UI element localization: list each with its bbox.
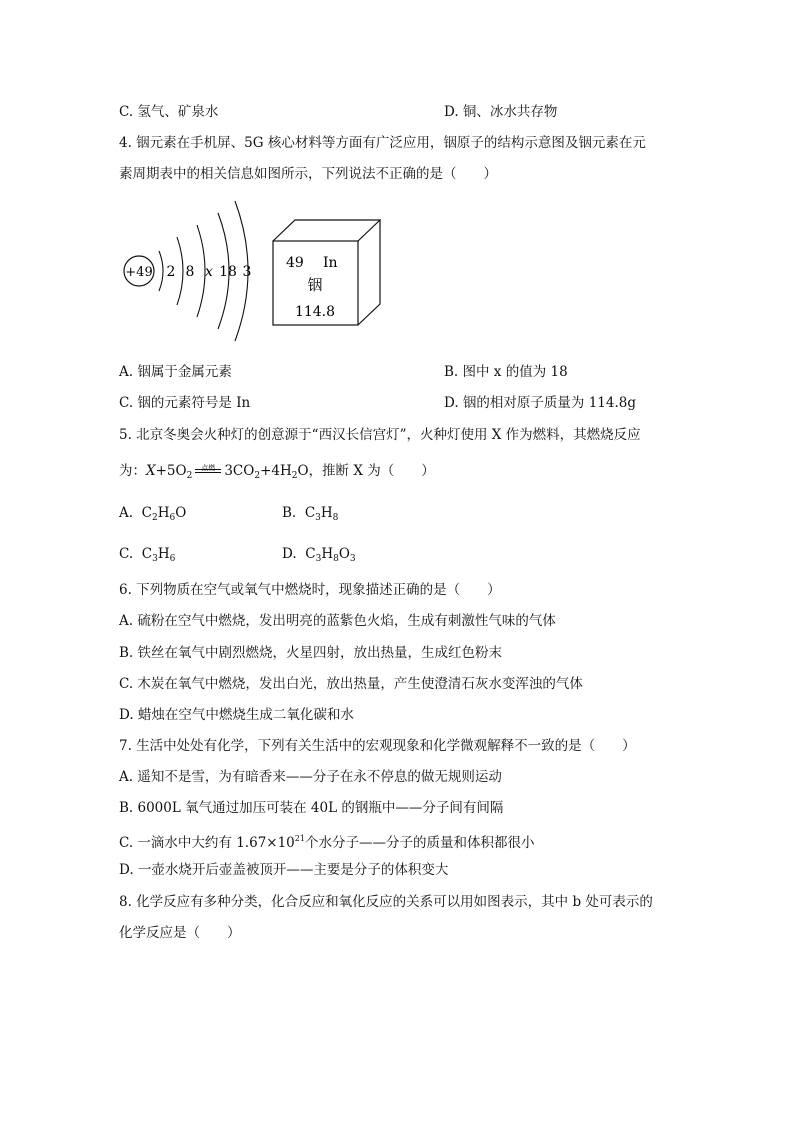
q4-option-c: C. 铟的元素符号是 In	[119, 395, 251, 411]
q3-option-c: C. 氢气、矿泉水	[119, 104, 219, 120]
q5-option-a: A. $C_2H_6O$	[119, 505, 187, 523]
electron-shell-arc-3	[197, 225, 205, 317]
eq-plus-o2: +5O	[155, 463, 187, 479]
shell-1-electrons: 2	[166, 264, 176, 280]
q8-stem-line2: 化学反应是（ ）	[119, 925, 241, 941]
q6-stem: 6. 下列物质在空气或氧气中燃烧时，现象描述正确的是（ ）	[119, 582, 501, 598]
q6-option-d: D. 蜡烛在空气中燃烧生成二氧化碳和水	[119, 707, 354, 723]
q7-option-d: D. 一壶水烧开后壶盖被顶开——主要是分子的体积变大	[119, 862, 449, 878]
q6-option-b: B. 铁丝在氧气中剧烈燃烧，火星四射，放出热量，生成红色粉末	[119, 645, 503, 661]
indium-element-card	[270, 217, 385, 329]
q5-option-c: C. $C_3H_6$	[119, 546, 176, 564]
q5-stem-line1: 5. 北京冬奥会火种灯的创意源于“西汉长信宫灯”，火种灯使用 X 作为燃料，其燃烧反应	[119, 427, 641, 443]
q4-option-b: B. 图中 x 的值为 18	[444, 364, 568, 380]
q8-stem-line1: 8. 化学反应有多种分类，化合反应和氧化反应的关系可以用如图表示，其中 b 处可表示的	[119, 894, 653, 910]
electron-shell-arc-1	[159, 251, 163, 291]
atomic-number: 49	[286, 255, 304, 271]
q4-option-d: D. 铟的相对原子质量为 114.8g	[444, 395, 637, 411]
eq-reactant-x: X	[146, 463, 156, 479]
shell-5-electrons: 3	[242, 264, 252, 280]
electron-shell-arc-2	[177, 237, 183, 305]
q4-stem-line2: 素周期表中的相关信息如图所示，下列说法不正确的是（ ）	[119, 166, 497, 182]
q7-option-b: B. 6000L 氧气通过加压可装在 40L 的钢瓶中——分子间有间隔	[119, 800, 504, 816]
eq-prefix: 为：	[119, 463, 146, 479]
shell-3-electrons: x	[205, 264, 213, 280]
shell-2-electrons: 8	[185, 264, 195, 280]
q7-option-c: C. 一滴水中大约有 $1.67\times 10^{21}$个水分子——分子的质量和体积都很小	[119, 834, 535, 851]
q4-option-a: A. 铟属于金属元素	[119, 364, 232, 380]
q6-option-a: A. 硫粉在空气中燃烧，发出明亮的蓝紫色火焰，生成有刺激性气味的气体	[119, 613, 556, 629]
card-side-face	[358, 220, 380, 325]
indium-atom-structure-diagram	[115, 195, 265, 350]
q5-option-d: D. $C_3H_8O_3$	[282, 546, 356, 564]
q6-option-c: C. 木炭在氧气中燃烧，发出白光，放出热量，产生使澄清石灰水变浑浊的气体	[119, 676, 583, 692]
eq-condition: 点燃	[201, 464, 216, 472]
shell-4-electrons: 18	[219, 264, 237, 280]
card-top-face	[273, 220, 380, 241]
relative-atomic-mass: 114.8	[294, 304, 336, 320]
eq-suffix: ，推断 X 为（ ）	[308, 463, 435, 479]
q7-option-a: A. 遥知不是雪，为有暗香来——分子在永不停息的做无规则运动	[119, 769, 502, 785]
element-symbol: In	[323, 255, 338, 271]
q5-option-b: B. $C_3H_8$	[282, 505, 339, 523]
element-name: 铟	[307, 276, 323, 294]
q7-stem: 7. 生活中处处有化学，下列有关生活中的宏观现象和化学微观解释不一致的是（ ）	[119, 738, 636, 754]
eq-plus-h2o: +4H	[260, 463, 292, 479]
q5-equation: 为：$X+5O_2$ 点燃 $3CO_2+4H_2O$，推断 X 为（ ）	[119, 463, 435, 481]
nucleus-charge: +49	[125, 265, 153, 280]
eq-product-co2: 3CO	[224, 463, 255, 479]
q4-stem-line1: 4. 铟元素在手机屏、5G 核心材料等方面有广泛应用，铟原子的结构示意图及铟元素在元	[119, 135, 646, 151]
q3-option-d: D. 铜、冰水共存物	[444, 104, 558, 120]
eq-reaction-arrow	[195, 464, 221, 475]
